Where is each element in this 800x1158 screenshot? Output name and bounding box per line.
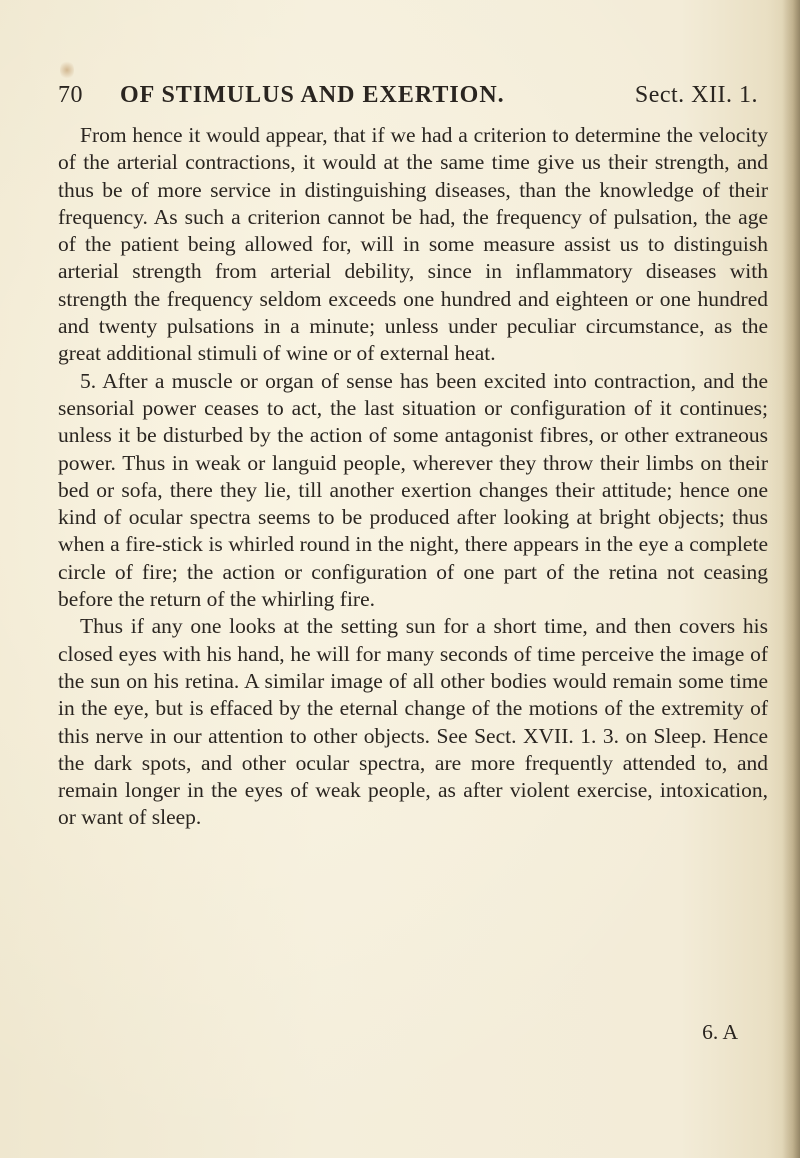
catchword: 6. A bbox=[702, 1020, 738, 1044]
foxing-stain bbox=[60, 60, 74, 80]
paragraph: From hence it would appear, that if we had a criterion to determine the velocity of the arterial contractions, it would at the same time give us their strength, and thus be of more service in distinguishing diseases, than the knowledge of their frequency. As such a criterion cannot be had, the frequency of pulsation, the age of the patient being allowed for, will in some measure assist us to distinguish arterial strength from arterial debility, since in inflammatory diseases with strength the frequency seldom exceeds one hundred and eighteen or one hundred and twenty pulsations in a minute; unless under peculiar circumstance, as the great additional stimuli of wine or of external heat. bbox=[58, 123, 768, 366]
page-number: 70 bbox=[58, 82, 83, 108]
paragraph: 5. After a muscle or organ of sense has been excited into contraction, and the sensorial power ceases to act, the last situation or configuration of it continues; unless it be disturbed by the action of some antagonist fibres, or other extraneous power. Thus in weak or languid people, wherever they throw their limbs on their bed or sofa, there they lie, till another exertion changes their attitude; hence one kind of ocular spectra seems to be produced after looking at bright objects; thus when a fire-stick is whirled round in the night, there appears in the eye a complete circle of fire; the action or configuration of one part of the retina not ceasing before the return of the whirling fire. bbox=[58, 368, 768, 612]
page-edge-shadow bbox=[782, 0, 800, 1158]
chapter-title: OF STIMULUS AND EXERTION. bbox=[120, 82, 505, 108]
body-text bbox=[58, 122, 768, 832]
paragraph: Thus if any one looks at the setting sun for a short time, and then covers his closed eyes with his hand, he will for many seconds of time perceive the image of the sun on his retina. A similar image of all other bodies would remain some time in the eye, but is effaced by the eternal change of the motions of the extremity of this nerve in our attention to other objects. See Sect. XVII. 1. 3. on Sleep. Hence the dark spots, and other ocular spectra, are more frequently attended to, and remain longer in the eyes of weak people, as after violent exercise, intoxication, or want of sleep. bbox=[58, 614, 768, 830]
running-head bbox=[58, 82, 758, 122]
section-reference: Sect. XII. 1. bbox=[634, 82, 758, 108]
